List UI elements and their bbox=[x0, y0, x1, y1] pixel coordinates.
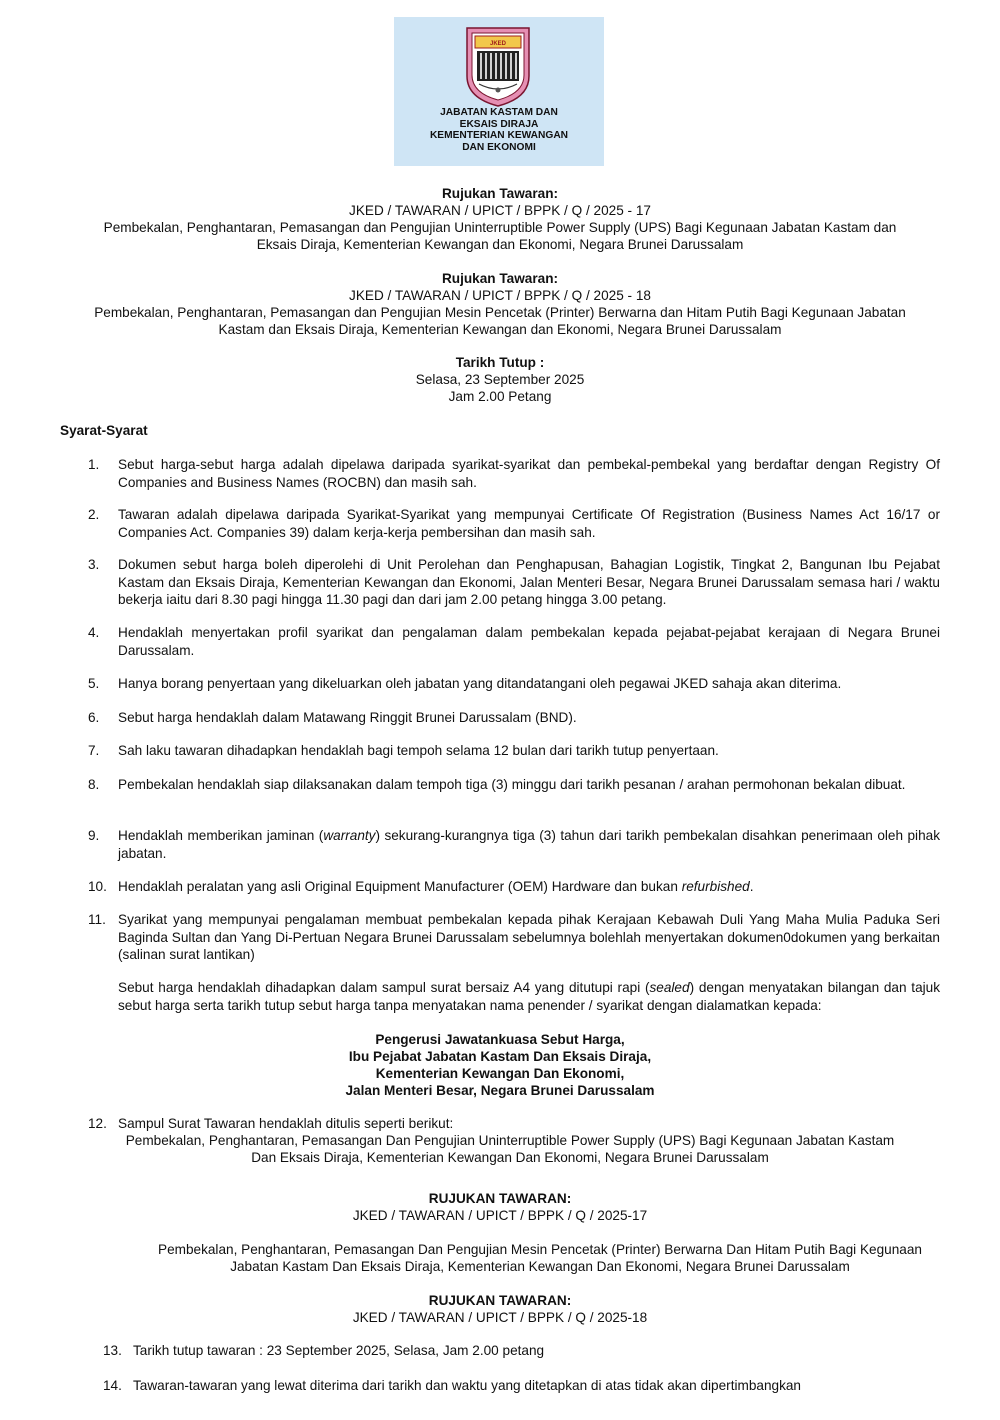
item-text: Hendaklah menyertakan profil syarikat dan pengalaman dalam pembekalan kepada pejabat-pejabat kerajaan di Negara Brunei Darussalam. bbox=[118, 625, 940, 658]
logo-department-name bbox=[394, 107, 604, 153]
condition-item bbox=[88, 1115, 940, 1133]
reference-code: JKED / TAWARAN / UPICT / BPPK / Q / 2025 - 18 bbox=[349, 288, 651, 303]
item-number: 8. bbox=[88, 777, 100, 792]
item-text: Sebut harga hendaklah dalam Matawang Ringgit Brunei Darussalam (BND). bbox=[118, 710, 577, 725]
item-text: Tawaran adalah dipelawa daripada Syarikat-Syarikat yang mempunyai Certificate Of Registration (Business Names Act 16/17 or Companies Act. Companies 39) dalam kerja-kerja pembersihan dan masih sah. bbox=[118, 507, 940, 540]
closing-date: Selasa, 23 September 2025 bbox=[415, 372, 585, 387]
condition-item bbox=[88, 556, 940, 609]
envelope-2-description bbox=[100, 1241, 980, 1275]
department-logo bbox=[394, 17, 604, 166]
envelope-description-line: Dan Eksais Diraja, Kementerian Kewangan Dan Ekonomi, Negara Brunei Darussalam bbox=[251, 1150, 769, 1165]
logo-line: JABATAN KASTAM DAN bbox=[440, 107, 558, 118]
customs-crest-icon bbox=[461, 24, 535, 108]
item-number: 7. bbox=[88, 743, 100, 758]
condition-item bbox=[88, 827, 940, 862]
reference-code: JKED / TAWARAN / UPICT / BPPK / Q / 2025 - 17 bbox=[349, 203, 651, 218]
envelope-description-line: Pembekalan, Penghantaran, Pemasangan Dan Pengujian Uninterruptible Power Supply (UPS) Bagi Kegunaan Jabatan Kastam bbox=[125, 1133, 895, 1148]
condition-item bbox=[88, 911, 940, 964]
tender-reference-2 bbox=[60, 270, 940, 338]
logo-line: DAN EKONOMI bbox=[462, 141, 536, 153]
item-text-emphasis: warranty bbox=[323, 828, 376, 843]
logo-line: EKSAIS DIRAJA bbox=[459, 118, 539, 130]
reference-description: Pembekalan, Penghantaran, Pemasangan dan Pengujian Uninterruptible Power Supply (UPS) Bagi Kegunaan Jabatan Kastam dan bbox=[103, 220, 897, 235]
item-text-part: Hendaklah memberikan jaminan ( bbox=[118, 828, 324, 843]
closing-date-label: Tarikh Tutup : bbox=[455, 355, 545, 370]
paragraph-emphasis: sealed bbox=[649, 980, 690, 995]
tender-reference-1 bbox=[60, 185, 940, 253]
address-line: Ibu Pejabat Jabatan Kastam Dan Eksais Diraja, bbox=[348, 1049, 652, 1064]
crest-banner-text: JKED bbox=[489, 41, 507, 47]
logo-line: KEMENTERIAN KEWANGAN bbox=[429, 130, 569, 141]
condition-item bbox=[88, 675, 940, 693]
paragraph-text: ) dengan menyatakan bilangan dan tajuk sebut harga serta tarikh tutup sebut harga tanpa menyatakan nama penender / syarikat dengan dialamatkan kepada: bbox=[118, 980, 941, 1013]
reference-label: Rujukan Tawaran: bbox=[441, 271, 559, 286]
address-line: Pengerusi Jawatankuasa Sebut Harga, bbox=[375, 1032, 625, 1047]
item-text-part: . bbox=[749, 879, 754, 894]
item-number: 6. bbox=[88, 710, 100, 725]
item-number: 4. bbox=[88, 625, 100, 640]
envelope-1-description bbox=[60, 1132, 960, 1166]
reference-description: Eksais Diraja, Kementerian Kewangan dan Ekonomi, Negara Brunei Darussalam bbox=[256, 237, 744, 252]
reference-description: Pembekalan, Penghantaran, Pemasangan dan Pengujian Mesin Pencetak (Printer) Berwarna dan Hitam Putih Bagi Kegunaan Jabatan bbox=[94, 305, 906, 320]
condition-item bbox=[103, 1377, 940, 1395]
submission-address bbox=[60, 1031, 940, 1099]
condition-item bbox=[88, 742, 940, 760]
item-text: Hanya borang penyertaan yang dikeluarkan oleh jabatan yang ditandatangani oleh pegawai JKED sahaja akan diterima. bbox=[118, 676, 842, 691]
condition-item bbox=[88, 878, 940, 896]
item-text-emphasis: refurbished bbox=[681, 879, 750, 894]
condition-item bbox=[103, 1342, 940, 1360]
paragraph-text: Sebut harga hendaklah dihadapkan dalam sampul surat bersaiz A4 yang ditutupi rapi ( bbox=[118, 980, 650, 995]
item-text: Pembekalan hendaklah siap dilaksanakan dalam tempoh tiga (3) minggu dari tarikh pesanan / arahan permohonan bekalan dibuat. bbox=[118, 777, 906, 792]
envelope-description-line: Jabatan Kastam Dan Eksais Diraja, Kementerian Kewangan Dan Ekonomi, Negara Brunei Darussalam bbox=[230, 1259, 850, 1274]
item-text-part: ) sekurang-kurangnya tiga (3) tahun dari tarikh pembekalan disahkan penerimaan oleh pihak jabatan. bbox=[118, 828, 940, 861]
address-line: Jalan Menteri Besar, Negara Brunei Darussalam bbox=[345, 1083, 655, 1098]
item-text bbox=[118, 827, 940, 862]
item-number: 10. bbox=[88, 879, 107, 894]
item-text: Sebut harga-sebut harga adalah dipelawa daripada syarikat-syarikat dan pembekal-pembekal yang berdaftar dengan Registry Of Companies and Business Names (ROCBN) dan masih sah. bbox=[118, 457, 940, 490]
envelope-reference-label: RUJUKAN TAWARAN: bbox=[428, 1293, 572, 1308]
item-number: 1. bbox=[88, 457, 100, 472]
condition-item bbox=[88, 709, 940, 727]
condition-item bbox=[88, 506, 940, 541]
item-number: 14. bbox=[103, 1378, 122, 1393]
item-number: 3. bbox=[88, 557, 100, 572]
item-number: 11. bbox=[88, 912, 106, 927]
item-text: Dokumen sebut harga boleh diperolehi di Unit Perolehan dan Penghapusan, Bahagian Logistik, Tingkat 2, Bangunan Ibu Pejabat Kastam dan Eksais Diraja, Kementerian Kewangan dan Ekonomi, Jalan Menteri Besar, Negara Brunei Darussalam semasa hari / waktu bekerja iaitu dari 8.30 pagi hingga 11.30 pagi dan dari jam 2.00 petang hingga 3.00 petang. bbox=[118, 557, 940, 607]
item-text bbox=[118, 878, 940, 896]
condition-item bbox=[88, 456, 940, 491]
conditions-heading: Syarat-Syarat bbox=[60, 423, 148, 438]
envelope-description-line: Pembekalan, Penghantaran, Pemasangan Dan Pengujian Mesin Pencetak (Printer) Berwarna Dan Hitam Putih Bagi Kegunaan bbox=[158, 1242, 922, 1257]
reference-label: Rujukan Tawaran: bbox=[441, 186, 559, 201]
envelope-1-reference bbox=[60, 1190, 940, 1224]
envelope-2-reference bbox=[60, 1292, 940, 1326]
closing-time: Jam 2.00 Petang bbox=[448, 389, 552, 404]
condition-item bbox=[88, 624, 940, 659]
envelope-reference-code: JKED / TAWARAN / UPICT / BPPK / Q / 2025-17 bbox=[352, 1208, 648, 1223]
item-text: Tawaran-tawaran yang lewat diterima dari tarikh dan waktu yang ditetapkan di atas tidak akan dipertimbangkan bbox=[133, 1378, 801, 1393]
envelope-instruction-paragraph bbox=[118, 979, 940, 1014]
item-number: 2. bbox=[88, 507, 100, 522]
item-text: Tarikh tutup tawaran : 23 September 2025, Selasa, Jam 2.00 petang bbox=[133, 1343, 545, 1358]
item-text: Syarikat yang mempunyai pengalaman membuat pembekalan kepada pihak Kerajaan Kebawah Duli Yang Maha Mulia Paduka Seri Baginda Sultan dan Yang Di-Pertuan Negara Brunei Darussalam sebelumnya bolehlah menyertakan dokumen0dokumen yang berkaitan (salinan surat lantikan) bbox=[118, 912, 940, 962]
item-text: Sah laku tawaran dihadapkan hendaklah bagi tempoh selama 12 bulan dari tarikh tutup penyertaan. bbox=[118, 743, 719, 758]
condition-item bbox=[88, 776, 940, 794]
item-number: 12. bbox=[88, 1116, 107, 1131]
item-number: 13. bbox=[103, 1343, 122, 1358]
item-number: 5. bbox=[88, 676, 100, 691]
item-number: 9. bbox=[88, 828, 100, 843]
envelope-reference-code: JKED / TAWARAN / UPICT / BPPK / Q / 2025-18 bbox=[352, 1310, 648, 1325]
reference-description: Kastam dan Eksais Diraja, Kementerian Kewangan dan Ekonomi, Negara Brunei Darussalam bbox=[218, 322, 782, 337]
envelope-reference-label: RUJUKAN TAWARAN: bbox=[428, 1191, 572, 1206]
closing-date-block bbox=[60, 354, 940, 405]
item-text-part: Hendaklah peralatan yang asli Original Equipment Manufacturer (OEM) Hardware dan bukan bbox=[118, 879, 682, 894]
address-line: Kementerian Kewangan Dan Ekonomi, bbox=[375, 1066, 625, 1081]
item-text: Sampul Surat Tawaran hendaklah ditulis seperti berikut: bbox=[118, 1116, 454, 1131]
